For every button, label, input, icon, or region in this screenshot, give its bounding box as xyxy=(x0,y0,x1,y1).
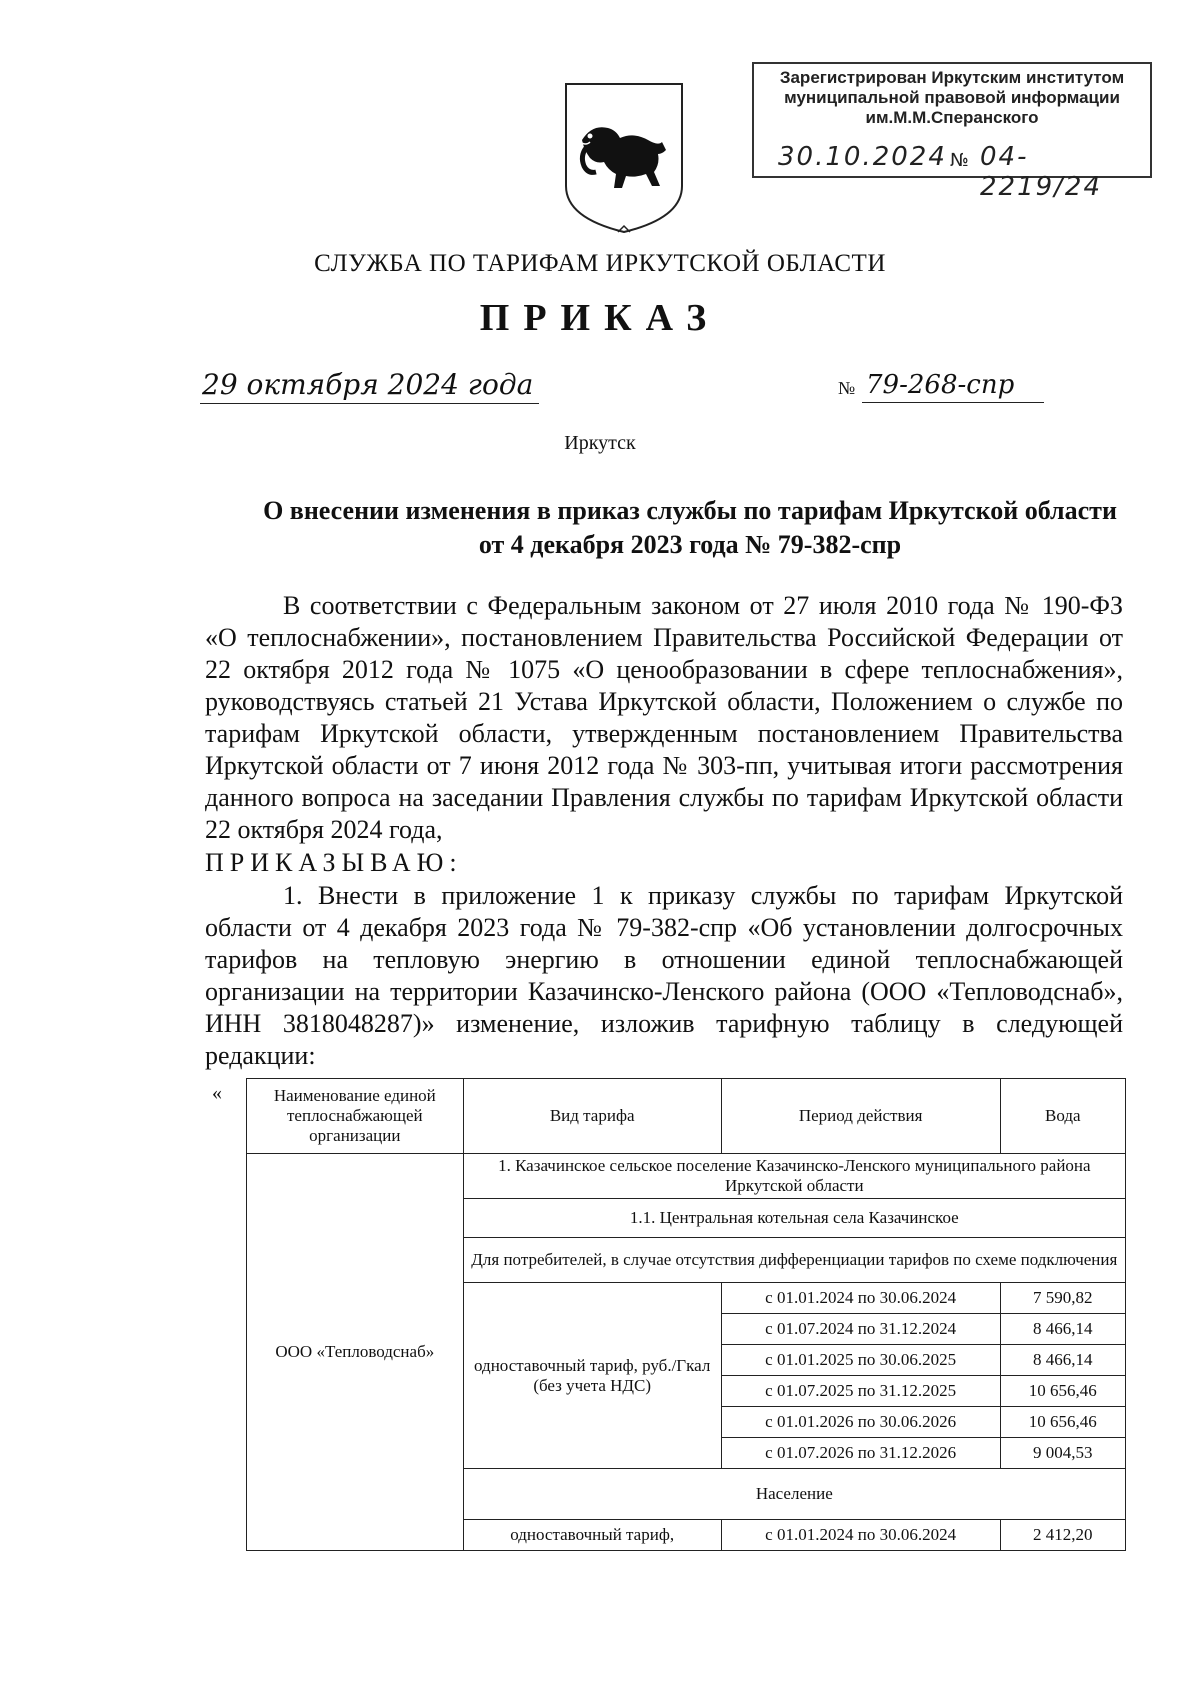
order-number-label: № xyxy=(838,378,856,398)
babr-icon xyxy=(580,127,666,188)
period-cell: с 01.01.2025 по 30.06.2025 xyxy=(721,1345,1000,1376)
subject-line-2: от 4 декабря 2023 года № 79-382-спр xyxy=(478,530,902,559)
stamp-line-2: муниципальной правовой информации xyxy=(784,88,1120,107)
stamp-registration-date: 30.10.2024 xyxy=(778,142,947,172)
org-name-cell: ООО «Тепловодснаб» xyxy=(247,1154,464,1551)
value-cell: 8 466,14 xyxy=(1000,1314,1125,1345)
period-cell: с 01.01.2024 по 30.06.2024 xyxy=(721,1283,1000,1314)
coat-of-arms-emblem xyxy=(560,78,688,236)
order-date: 29 октября 2024 года xyxy=(200,368,539,404)
value-cell: 8 466,14 xyxy=(1000,1345,1125,1376)
tariff-label-cell: одноставочный тариф, руб./Гкал (без учета НДС) xyxy=(463,1283,721,1469)
subsection-cell: 1.1. Центральная котельная села Казачинское xyxy=(463,1199,1125,1238)
population-group-cell: Население xyxy=(463,1469,1125,1520)
city: Иркутск xyxy=(564,432,636,454)
header-tariff-type: Вид тарифа xyxy=(463,1079,721,1154)
item-1-paragraph: 1. Внести в приложение 1 к приказу службы по тарифам Иркутской области от 4 декабря 2023 года № 79-382-спр «Об установлении долгосрочных тарифов на тепловую энергию в отношении единой теплоснабжающей организации на территории Казачинско-Ленского района (ООО «Тепловодснаб», ИНН 3818048287)» изменение, изложив тарифную таблицу в следующей редакции: xyxy=(205,881,1123,1070)
table-row xyxy=(247,1154,1126,1199)
header-org: Наименование единой теплоснабжающей организации xyxy=(247,1079,464,1154)
stamp-number-label: № xyxy=(950,150,971,171)
header-water: Вода xyxy=(1000,1079,1125,1154)
preamble-paragraph: В соответствии с Федеральным законом от 27 июля 2010 года № 190-ФЗ «О теплоснабжении», постановлением Правительства Российской Федерации от 22 октября 2012 года № 1075 «О ценообразовании в сфере теплоснабжения», руководствуясь статьей 21 Устава Иркутской области, Положением о службе по тарифам Иркутской области, утвержденным постановлением Правительства Иркутской области от 7 июня 2012 года № 303-пп, учитывая итоги рассмотрения данного вопроса на заседании Правления службы по тарифам Иркутской области 22 октября 2024 года, xyxy=(205,591,1123,844)
consumer-group-cell: Для потребителей, в случае отсутствия дифференциации тарифов по схеме подключения xyxy=(463,1238,1125,1283)
value-cell: 10 656,46 xyxy=(1000,1407,1125,1438)
stamp-line-1: Зарегистрирован Иркутским институтом xyxy=(779,68,1125,87)
order-subject xyxy=(200,494,1180,562)
period-cell: с 01.01.2026 по 30.06.2026 xyxy=(721,1407,1000,1438)
period-cell: с 01.07.2026 по 31.12.2026 xyxy=(721,1438,1000,1469)
period-cell: с 01.07.2025 по 31.12.2025 xyxy=(721,1376,1000,1407)
header-period: Период действия xyxy=(721,1079,1000,1154)
order-number: 79-268-спр xyxy=(862,370,1044,403)
value-cell: 2 412,20 xyxy=(1000,1520,1125,1551)
value-cell: 9 004,53 xyxy=(1000,1438,1125,1469)
subject-line-1: О внесении изменения в приказ службы по тарифам Иркутской области xyxy=(263,496,1117,525)
quote-open-mark: « xyxy=(212,1082,222,1104)
organization-name: СЛУЖБА ПО ТАРИФАМ ИРКУТСКОЙ ОБЛАСТИ xyxy=(314,250,886,277)
period-cell: с 01.01.2024 по 30.06.2024 xyxy=(721,1520,1000,1551)
document-type-title: ПРИКАЗ xyxy=(479,297,721,339)
registration-stamp xyxy=(752,62,1152,202)
value-cell: 10 656,46 xyxy=(1000,1376,1125,1407)
population-tariff-label-cell: одноставочный тариф, xyxy=(463,1520,721,1551)
stamp-line-3: им.М.М.Сперанского xyxy=(865,108,1039,127)
tariff-table xyxy=(246,1078,1126,1551)
table-header-row xyxy=(247,1079,1126,1154)
order-word: ПРИКАЗЫВАЮ: xyxy=(205,848,463,877)
stamp-registration-number: 04-2219/24 xyxy=(980,142,1103,202)
section-1-cell: 1. Казачинское сельское поселение Казачинско-Ленского муниципального района Иркутской области xyxy=(463,1154,1125,1199)
period-cell: с 01.07.2024 по 31.12.2024 xyxy=(721,1314,1000,1345)
value-cell: 7 590,82 xyxy=(1000,1283,1125,1314)
